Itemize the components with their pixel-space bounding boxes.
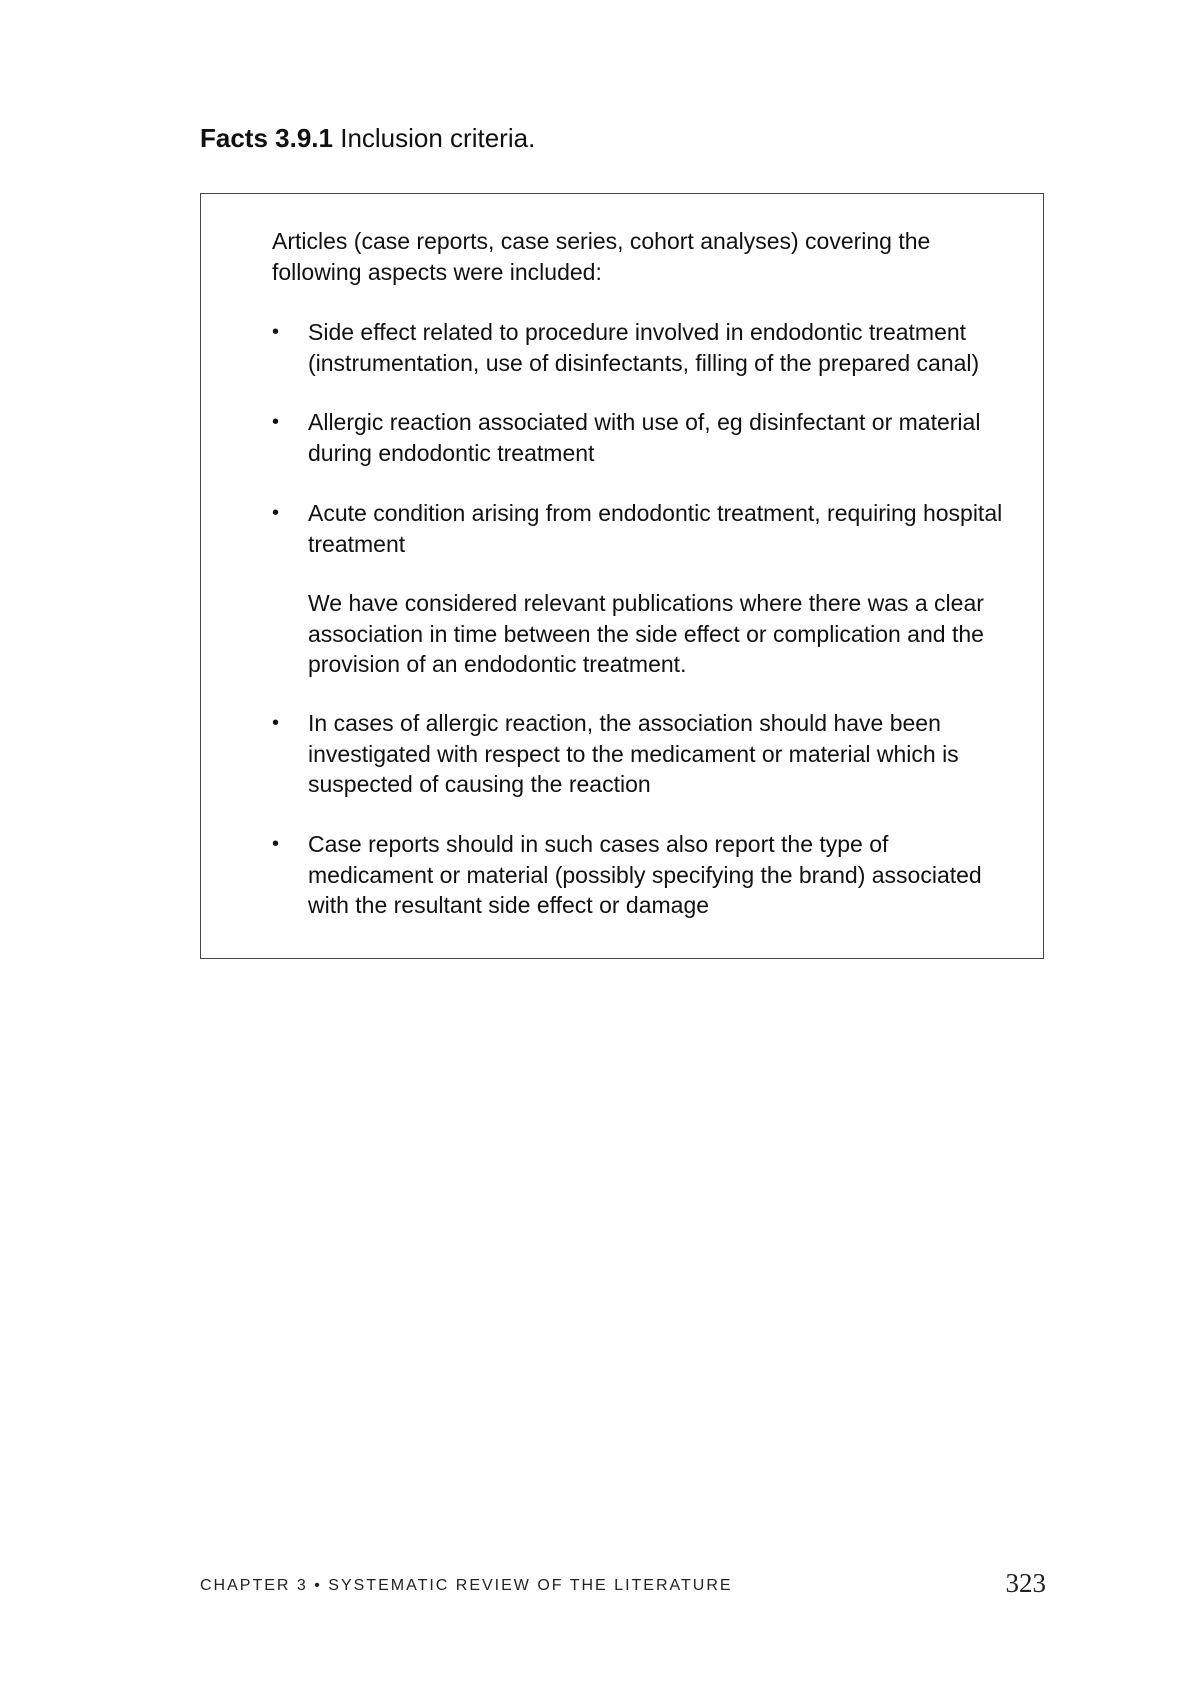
facts-caption <box>200 122 535 154</box>
facts-title: Inclusion criteria. <box>340 123 536 153</box>
bullet-icon: • <box>272 321 280 343</box>
facts-label: Facts 3.9.1 <box>200 123 333 153</box>
note-text: We have considered relevant publications where there was a clear association in time between the side effect or complication and the provision of an endodontic treatment. <box>308 590 984 677</box>
list-item-text: In cases of allergic reaction, the association should have been investigated with respect to the medicament or material which is suspected of causing the reaction <box>308 710 959 797</box>
intro-text: Articles (case reports, case series, cohort analyses) covering the following aspects were included: <box>272 228 931 285</box>
list-item-text: Allergic reaction associated with use of, eg disinfectant or material during endodontic treatment <box>308 409 981 466</box>
page-number: 323 <box>1005 1568 1046 1598</box>
bullet-icon: • <box>272 833 280 855</box>
bullet-icon: • <box>272 411 280 433</box>
list-item-text: Case reports should in such cases also report the type of medicament or material (possibly specifying the brand) associated with the resultant side effect or damage <box>308 831 982 918</box>
bullet-icon: • <box>272 502 280 524</box>
facts-box <box>200 193 1044 959</box>
list-item-text: Acute condition arising from endodontic treatment, requiring hospital treatment <box>308 500 1003 557</box>
chapter-footer: CHAPTER 3 • SYSTEMATIC REVIEW OF THE LITERATURE <box>200 1577 733 1594</box>
list-item-text: Side effect related to procedure involved in endodontic treatment (instrumentation, use of disinfectants, filling of the prepared canal) <box>308 319 980 376</box>
bullet-icon: • <box>272 712 280 734</box>
